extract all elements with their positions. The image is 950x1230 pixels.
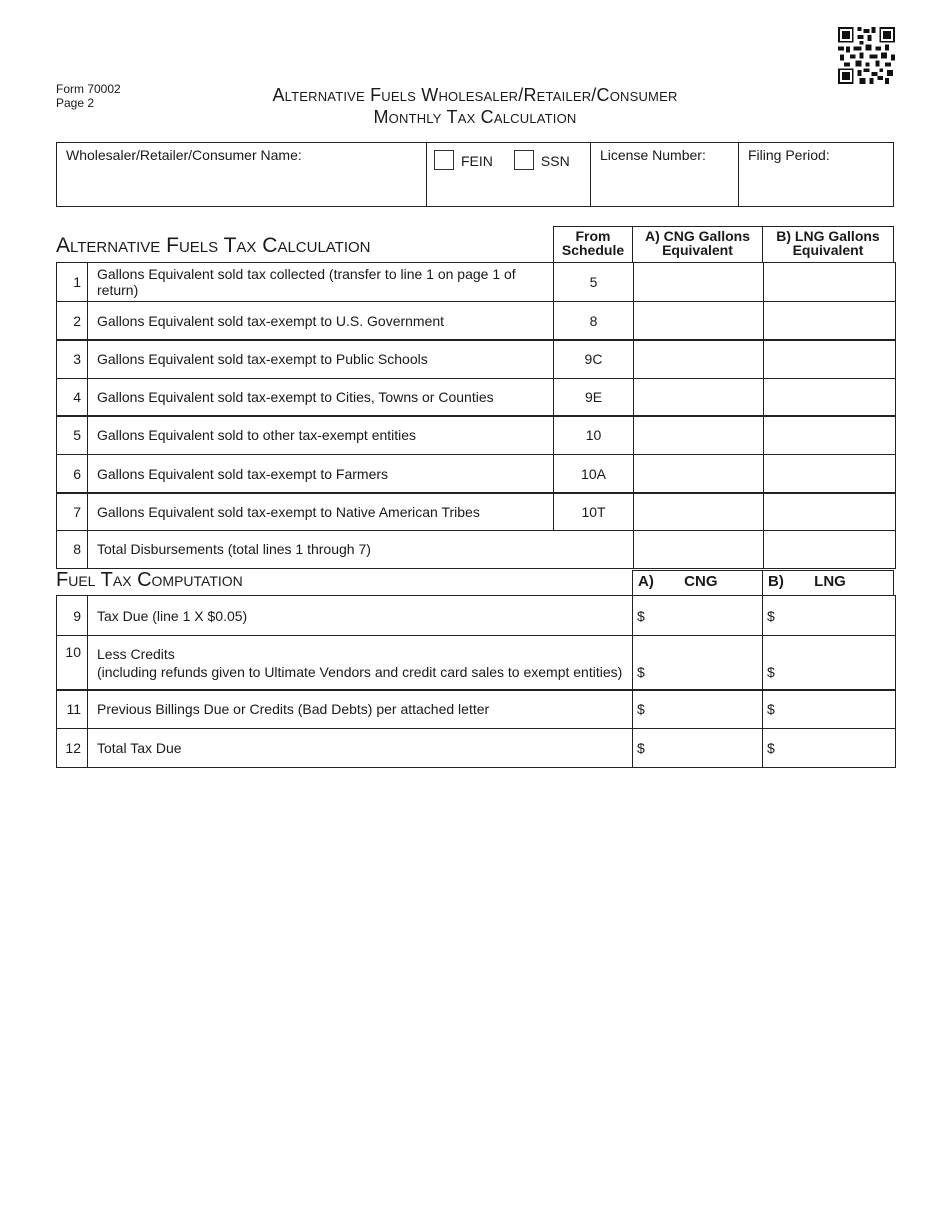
lng-gallons-input[interactable] xyxy=(764,493,895,530)
table-row xyxy=(56,301,896,341)
cng-gallons-input[interactable] xyxy=(634,340,764,378)
form-identifier xyxy=(56,82,121,110)
line-number: 5 xyxy=(57,416,88,454)
schedule-ref: 10A xyxy=(554,455,634,493)
license-number-label: License Number: xyxy=(600,147,706,163)
lng-tax-due-input[interactable] xyxy=(763,596,895,635)
table-row xyxy=(56,635,896,691)
col-header-lng xyxy=(763,226,894,263)
line-number: 1 xyxy=(57,263,88,301)
line-description: Tax Due (line 1 X $0.05) xyxy=(88,596,633,635)
table-row xyxy=(56,454,896,494)
lng-previous-billings-input[interactable] xyxy=(763,690,895,728)
lng-credits-input[interactable] xyxy=(763,636,895,690)
line-description: Previous Billings Due or Credits (Bad Debts) per attached letter xyxy=(88,690,633,728)
taxpayer-info-box xyxy=(56,142,894,207)
table-row xyxy=(56,339,896,379)
line-description-note: (including refunds given to Ultimate Vendors and credit card sales to exempt entities) xyxy=(97,663,623,680)
line-description: Gallons Equivalent sold tax-exempt to Public Schools xyxy=(88,340,554,378)
schedule-ref: 10 xyxy=(554,416,634,454)
filing-period-label: Filing Period: xyxy=(748,147,830,163)
line-description-main: Less Credits xyxy=(97,645,175,662)
line-description: Gallons Equivalent sold tax-exempt to Farmers xyxy=(88,455,554,493)
license-number-field[interactable] xyxy=(591,143,739,206)
lng-total-input[interactable] xyxy=(764,531,895,568)
col-header-from-schedule xyxy=(553,226,633,263)
col-a-letter: A) xyxy=(638,573,654,590)
taxpayer-name-label: Wholesaler/Retailer/Consumer Name: xyxy=(66,147,302,163)
lng-gallons-input[interactable] xyxy=(764,340,895,378)
line-description: Gallons Equivalent sold to other tax-exempt entities xyxy=(88,416,554,454)
lng-gallons-input[interactable] xyxy=(764,416,895,454)
table-row xyxy=(56,378,896,417)
page-title xyxy=(180,84,770,128)
col-header-cng xyxy=(633,226,763,263)
fein-label: FEIN xyxy=(461,153,493,169)
cng-gallons-input[interactable] xyxy=(634,493,764,530)
taxpayer-name-field[interactable] xyxy=(57,143,427,206)
col-header-from-schedule-line2: Schedule xyxy=(561,242,625,258)
line-description: Gallons Equivalent sold tax collected (transfer to line 1 on page 1 of return) xyxy=(88,263,554,301)
cng-gallons-input[interactable] xyxy=(634,302,764,340)
table-row xyxy=(56,262,896,302)
total-row xyxy=(56,530,896,569)
calc-table xyxy=(56,262,894,569)
schedule-ref: 8 xyxy=(554,302,634,340)
cng-gallons-input[interactable] xyxy=(634,379,764,416)
schedule-ref: 5 xyxy=(554,263,634,301)
currency-symbol: $ xyxy=(767,663,775,680)
ssn-label: SSN xyxy=(540,153,570,169)
lng-total-tax-due-input[interactable] xyxy=(763,729,895,767)
table-row xyxy=(56,415,896,455)
computation-section-title: Fuel Tax Computation xyxy=(56,569,243,591)
col-header-cng-line1: A) CNG Gallons xyxy=(644,228,750,244)
line-number: 12 xyxy=(57,729,88,767)
cng-gallons-input[interactable] xyxy=(634,455,764,493)
lng-gallons-input[interactable] xyxy=(764,379,895,416)
col-header-lng-line1: B) LNG Gallons xyxy=(776,228,880,244)
cng-tax-due-input[interactable] xyxy=(633,596,763,635)
page-number: Page 2 xyxy=(56,96,95,110)
currency-symbol: $ xyxy=(767,607,775,624)
col-header-a-cng xyxy=(632,570,763,596)
currency-symbol: $ xyxy=(637,701,645,717)
line-description: Total Tax Due xyxy=(88,729,633,767)
line-description xyxy=(88,636,633,690)
col-b-label: LNG xyxy=(814,573,846,590)
line-number: 9 xyxy=(57,596,88,635)
filing-period-field[interactable] xyxy=(739,143,893,206)
form-number: Form 70002 xyxy=(56,82,121,96)
col-a-label: CNG xyxy=(684,573,718,590)
line-number: 4 xyxy=(57,379,88,416)
table-row xyxy=(56,728,896,768)
line-number: 11 xyxy=(57,690,88,728)
line-number: 7 xyxy=(57,493,88,530)
line-number: 10 xyxy=(57,636,88,690)
schedule-ref: 10T xyxy=(554,493,634,530)
schedule-ref: 9C xyxy=(554,340,634,378)
lng-gallons-input[interactable] xyxy=(764,302,895,340)
currency-symbol: $ xyxy=(637,739,645,756)
cng-gallons-input[interactable] xyxy=(634,416,764,454)
col-header-b-lng xyxy=(763,570,894,596)
cng-total-input[interactable] xyxy=(634,531,764,568)
id-type-group xyxy=(427,143,591,206)
cng-credits-input[interactable] xyxy=(633,636,763,690)
line-number: 2 xyxy=(57,302,88,340)
currency-symbol: $ xyxy=(637,607,645,624)
currency-symbol: $ xyxy=(767,739,775,756)
cng-gallons-input[interactable] xyxy=(634,263,764,301)
table-row xyxy=(56,595,896,636)
col-header-lng-line2: Equivalent xyxy=(792,242,864,258)
col-b-letter: B) xyxy=(768,573,784,590)
col-header-from-schedule-line1: From xyxy=(575,228,611,244)
cng-previous-billings-input[interactable] xyxy=(633,690,763,728)
lng-gallons-input[interactable] xyxy=(764,455,895,493)
table-row xyxy=(56,492,896,531)
title-line-2: Monthly Tax Calculation xyxy=(373,107,577,127)
cng-total-tax-due-input[interactable] xyxy=(633,729,763,767)
line-description: Gallons Equivalent sold tax-exempt to Native American Tribes xyxy=(88,493,554,530)
fein-checkbox[interactable] xyxy=(434,150,454,170)
col-header-cng-line2: Equivalent xyxy=(662,242,733,258)
computation-table xyxy=(56,595,894,768)
line-description: Gallons Equivalent sold tax-exempt to U.S. Government xyxy=(88,302,554,340)
currency-symbol: $ xyxy=(767,701,775,717)
currency-symbol: $ xyxy=(637,663,645,680)
table-row xyxy=(56,689,896,729)
ssn-checkbox[interactable] xyxy=(514,150,534,170)
calc-section-title: Alternative Fuels Tax Calculation xyxy=(56,234,371,257)
lng-gallons-input[interactable] xyxy=(764,263,895,301)
line-number: 8 xyxy=(57,531,88,568)
title-line-1: Alternative Fuels Wholesaler/Retailer/Consumer xyxy=(272,85,678,105)
line-number: 6 xyxy=(57,455,88,493)
line-description: Gallons Equivalent sold tax-exempt to Cities, Towns or Counties xyxy=(88,379,554,416)
line-description: Total Disbursements (total lines 1 through 7) xyxy=(88,531,634,568)
schedule-ref: 9E xyxy=(554,379,634,416)
line-number: 3 xyxy=(57,340,88,378)
qr-code-icon xyxy=(838,27,895,84)
